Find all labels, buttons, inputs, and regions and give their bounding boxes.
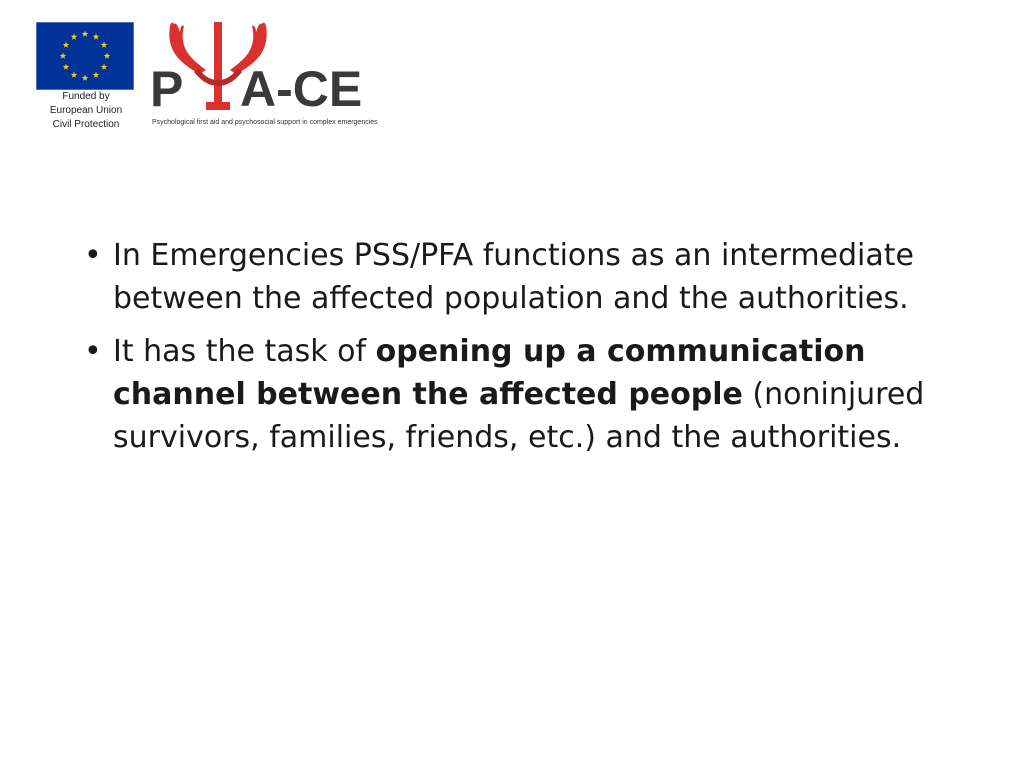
bullet-text: In Emergencies PSS/PFA functions as an intermediate between the affected population and the authorities. [113,238,914,316]
eu-caption-line: Civil Protection [52,119,120,130]
pyace-mark [148,20,394,112]
bullet-text-bold: opening up a communication channel between the affected people [113,334,866,412]
eu-caption-line: Funded by [62,91,110,102]
bullet-list [84,234,964,459]
slide-body [84,234,964,469]
pyace-letters-ace: A-CE [240,61,363,112]
pyace-logo [148,20,394,132]
pyace-letter-p: P [150,61,184,112]
eu-logo [36,22,136,134]
eu-caption [36,90,136,132]
eu-caption-line: European Union [49,105,123,116]
bullet-item [84,234,964,320]
pyace-tagline: Psychological first aid and psychosocial support in complex emergencies [152,119,378,126]
bullet-item [84,330,964,459]
bullet-dot-icon: • [84,238,102,273]
bullet-dot-icon: • [84,334,102,369]
bullet-text: It has the task of [113,334,376,369]
bullet-text: (noninjured survivors, families, friends, etc.) and the authorities. [113,377,925,455]
eu-flag-icon [36,22,134,90]
